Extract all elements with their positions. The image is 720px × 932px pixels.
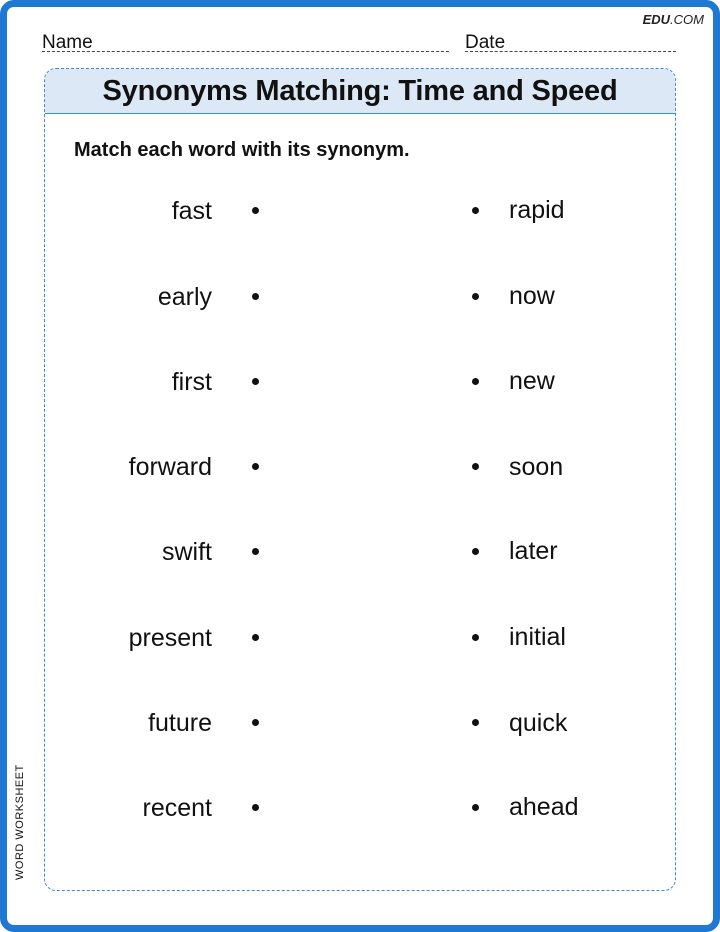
brand-logo bbox=[643, 12, 704, 27]
right-dot[interactable] bbox=[472, 634, 479, 641]
left-word: fast bbox=[171, 197, 212, 225]
right-dot[interactable] bbox=[472, 378, 479, 385]
name-line[interactable] bbox=[42, 51, 449, 52]
left-word: forward bbox=[128, 453, 212, 481]
brand-bold: EDU bbox=[642, 12, 671, 27]
left-word: first bbox=[171, 368, 212, 396]
left-dot[interactable] bbox=[252, 293, 259, 300]
brand-rest: .COM bbox=[670, 12, 704, 27]
side-label: WORD WORKSHEET bbox=[14, 764, 26, 880]
right-word: ahead bbox=[509, 793, 579, 821]
right-word: new bbox=[509, 367, 555, 395]
worksheet-title: Synonyms Matching: Time and Speed bbox=[102, 74, 618, 107]
date-label: Date bbox=[465, 32, 506, 53]
left-word: future bbox=[148, 709, 212, 737]
date-line[interactable] bbox=[465, 51, 676, 52]
right-dot[interactable] bbox=[472, 207, 479, 214]
right-dot[interactable] bbox=[472, 719, 479, 726]
left-dot[interactable] bbox=[252, 207, 259, 214]
instruction-text: Match each word with its synonym. bbox=[74, 139, 410, 161]
right-dot[interactable] bbox=[472, 804, 479, 811]
left-dot[interactable] bbox=[252, 634, 259, 641]
right-dot[interactable] bbox=[472, 463, 479, 470]
left-word: swift bbox=[162, 538, 212, 566]
left-dot[interactable] bbox=[252, 719, 259, 726]
right-word: now bbox=[509, 282, 555, 310]
left-dot[interactable] bbox=[252, 463, 259, 470]
left-dot[interactable] bbox=[252, 548, 259, 555]
left-word: early bbox=[157, 283, 212, 311]
right-dot[interactable] bbox=[472, 548, 479, 555]
left-dot[interactable] bbox=[252, 378, 259, 385]
right-word: initial bbox=[509, 623, 566, 651]
right-dot[interactable] bbox=[472, 293, 479, 300]
right-word: quick bbox=[509, 709, 568, 737]
worksheet-card bbox=[44, 68, 676, 891]
right-word: later bbox=[509, 537, 558, 565]
right-word: soon bbox=[509, 453, 564, 481]
right-word: rapid bbox=[509, 196, 565, 224]
name-label: Name bbox=[42, 32, 93, 53]
left-word: present bbox=[128, 624, 212, 652]
left-dot[interactable] bbox=[252, 804, 259, 811]
left-word: recent bbox=[142, 794, 212, 822]
matching-area bbox=[45, 69, 675, 890]
